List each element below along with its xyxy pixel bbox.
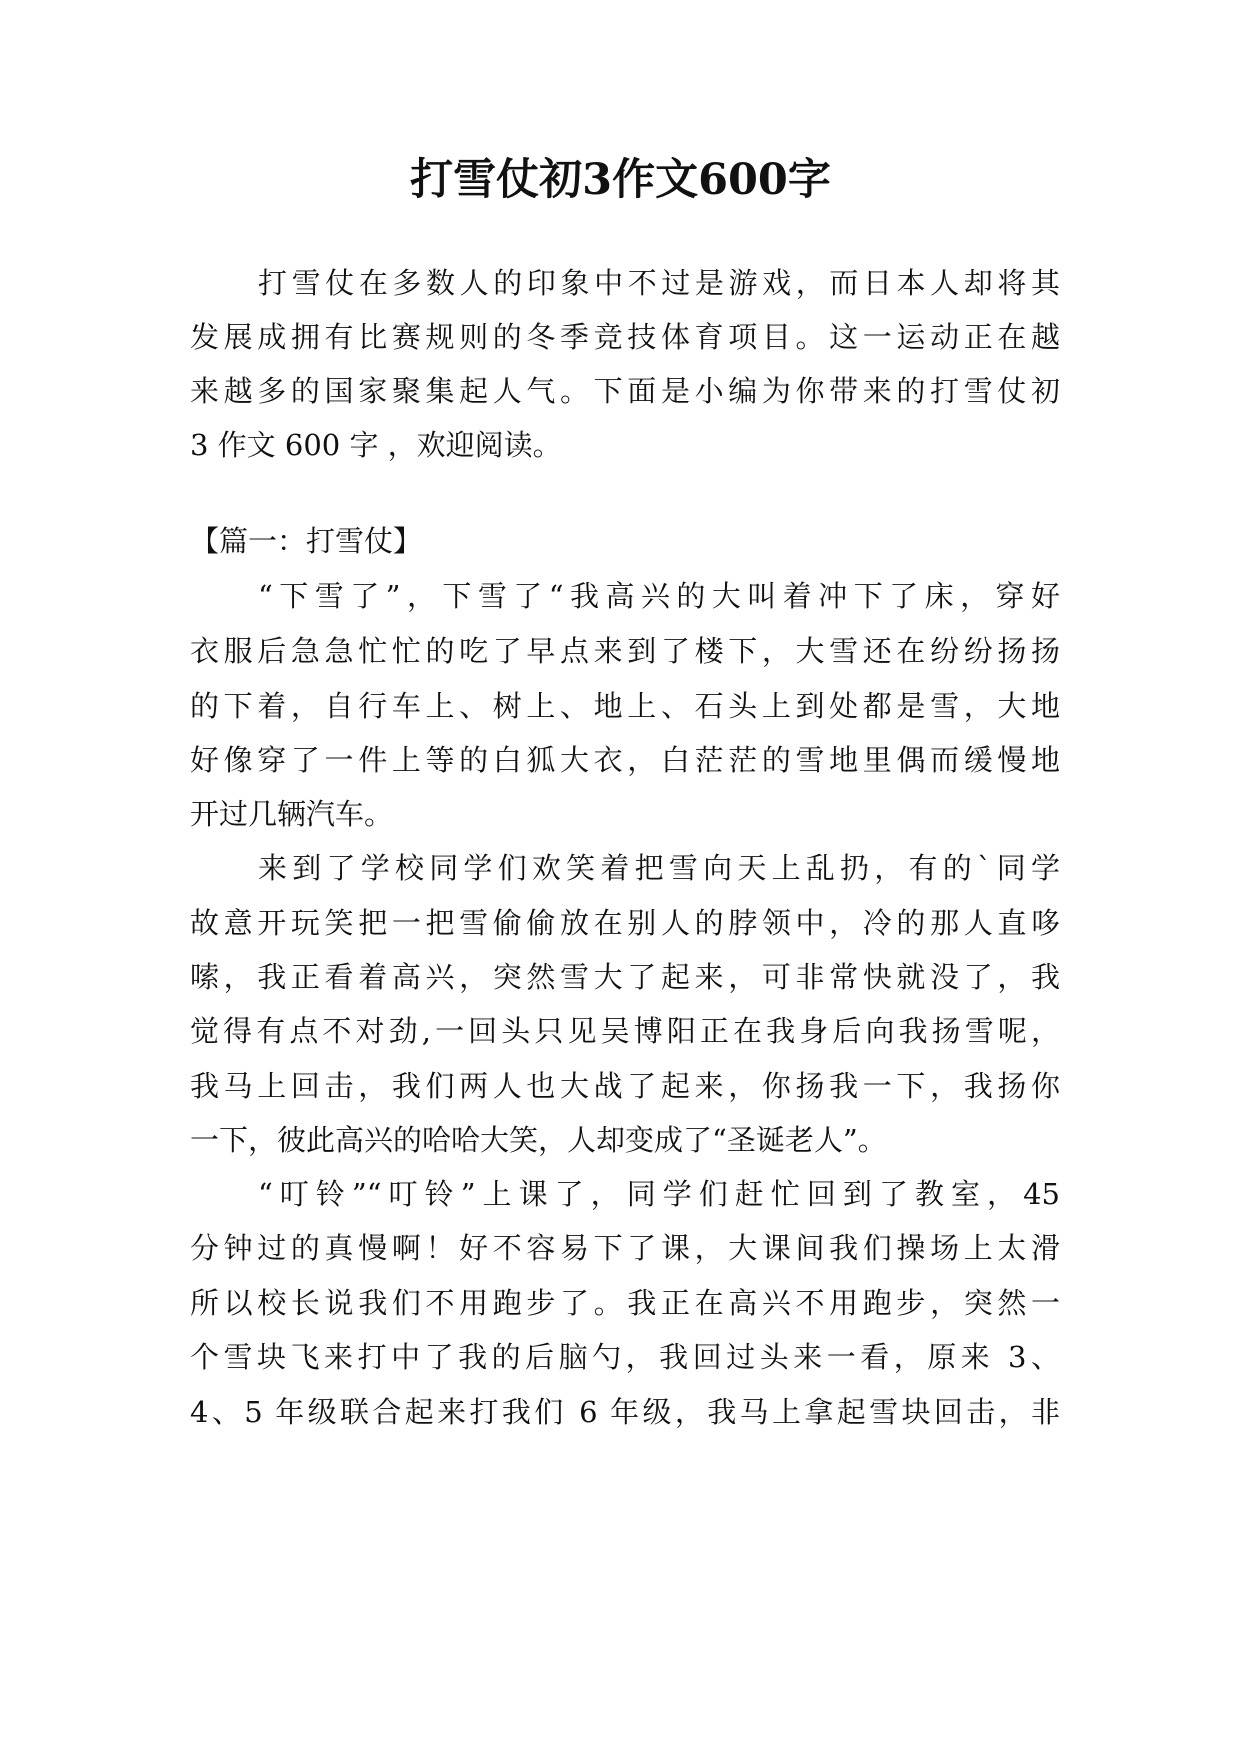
paragraph-line: “下雪了”，下雪了“我高兴的大叫着冲下了床，穿好 (258, 579, 1060, 613)
paragraph-line: 衣服后急急忙忙的吃了早点来到了楼下，大雪还在纷纷扬扬 (190, 634, 1060, 668)
paragraph-line: 4、5 年级联合起来打我们 6 年级，我马上拿起雪块回击，非 (190, 1395, 1060, 1429)
intro-line: 3 作文 600 字 ，欢迎阅读。 (190, 428, 562, 462)
intro-line: 打雪仗在多数人的印象中不过是游戏，而日本人却将其 (258, 266, 1060, 300)
paragraph-line: 来到了学校同学们欢笑着把雪向天上乱扔，有的`同学 (258, 851, 1060, 885)
paragraph-line: 开过几辆汽车。 (190, 797, 394, 831)
intro-line: 发展成拥有比赛规则的冬季竞技体育项目。这一运动正在越 (190, 320, 1060, 354)
paragraph-line: 好像穿了一件上等的白狐大衣，白茫茫的雪地里偶而缓慢地 (190, 743, 1060, 777)
section-heading: 【篇一：打雪仗】 (190, 524, 423, 558)
intro-line: 来越多的国家聚集起人气。下面是小编为你带来的打雪仗初 (190, 374, 1060, 408)
paragraph-line: 我马上回击，我们两人也大战了起来，你扬我一下，我扬你 (190, 1069, 1060, 1103)
paragraph-line: 一下，彼此高兴的哈哈大笑，人却变成了“圣诞老人”。 (190, 1123, 887, 1157)
paragraph-line: 分钟过的真慢啊！好不容易下了课，大课间我们操场上太滑 (190, 1231, 1060, 1265)
paragraph-line: 嗦，我正看着高兴，突然雪大了起来，可非常快就没了，我 (190, 960, 1060, 994)
paragraph-line: 故意开玩笑把一把雪偷偷放在别人的脖领中，冷的那人直哆 (190, 906, 1060, 940)
document-title: 打雪仗初3作文600字 (410, 155, 831, 205)
paragraph-line: 的下着，自行车上、树上、地上、石头上到处都是雪，大地 (190, 689, 1060, 723)
paragraph-line: 个雪块飞来打中了我的后脑勺，我回过头来一看，原来 3、 (190, 1340, 1060, 1374)
paragraph-line: 觉得有点不对劲,一回头只见吴博阳正在我身后向我扬雪呢， (190, 1014, 1060, 1048)
paragraph-line: 所以校长说我们不用跑步了。我正在高兴不用跑步，突然一 (190, 1286, 1060, 1320)
paragraph-line: “叮铃”“叮铃”上课了，同学们赶忙回到了教室，45 (258, 1177, 1060, 1211)
